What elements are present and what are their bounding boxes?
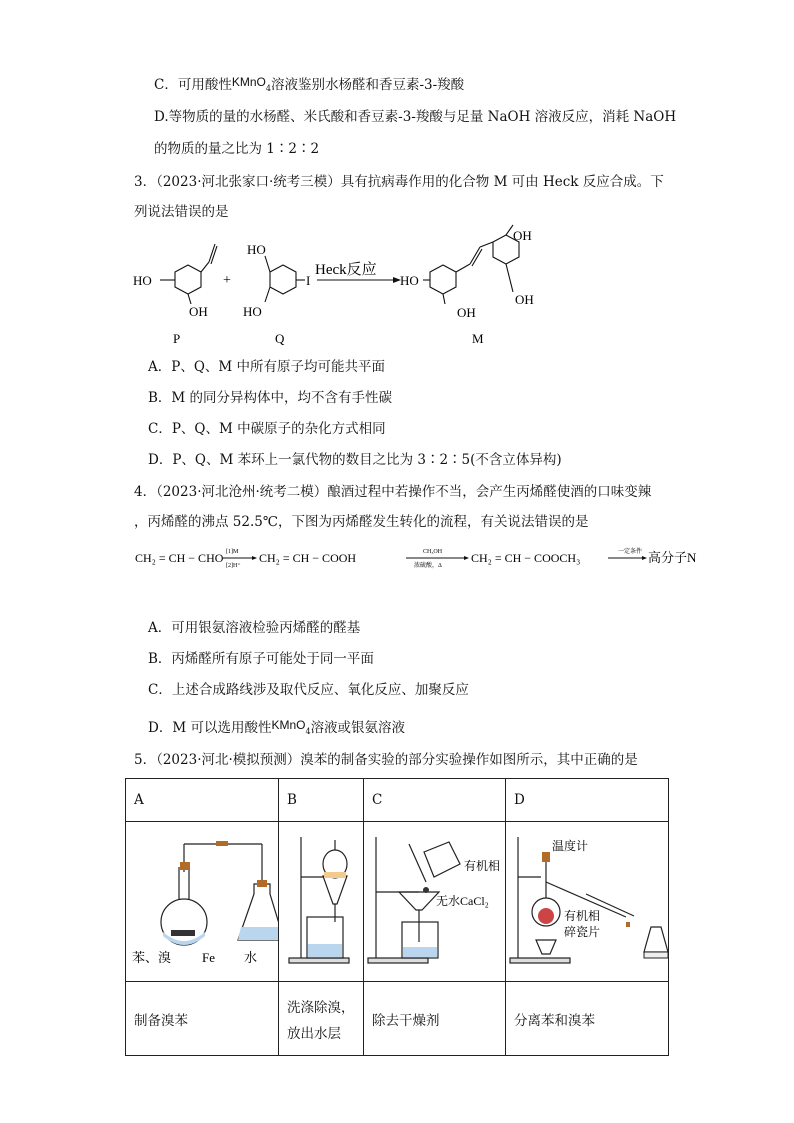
q3-stem-line1: 3．（2023·河北张家口·统考三模）具有抗病毒作用的化合物 M 可由 Heck 反应合成。下 [134, 174, 664, 190]
apparatus-b-cell [279, 822, 364, 982]
q4-option-c: C．上述合成路线涉及取代反应、氧化反应、加聚反应 [148, 682, 469, 698]
header-c: C [364, 779, 506, 822]
molecule-p [160, 244, 217, 304]
q-ho-top-label: HO [247, 242, 266, 257]
header-a: A [126, 779, 279, 822]
label-q: Q [275, 331, 285, 346]
caption-b-line1: 洗涤除溴， [287, 999, 355, 1016]
stopper-right [257, 880, 267, 887]
beaker-liquid-c [403, 947, 437, 957]
q3-option-b: B．M 的同分异构体中，均不含有手性碳 [148, 390, 393, 406]
header-d: D [506, 779, 669, 822]
caption-a: 制备溴苯 [126, 982, 279, 1056]
p-oh-label: OH [189, 304, 208, 319]
caption-c: 除去干燥剂 [364, 982, 506, 1056]
beaker-liquid-b [308, 944, 342, 957]
q4-option-d-text: D．M 可以选用酸性 [148, 720, 272, 736]
q3-option-c: C．P、Q、M 中碳原子的杂化方式相同 [148, 421, 386, 437]
plus-sign: + [223, 273, 231, 288]
p-ho-label: HO [133, 273, 152, 288]
kmno4-subscript: 4 [265, 84, 271, 93]
q3-option-a: A．P、Q、M 中所有原子均可能共平面 [148, 359, 386, 375]
q-ho-bottom-label: HO [243, 304, 262, 319]
label-cacl2: 无水CaCl₂ [436, 894, 489, 908]
q2-option-c-text: C．可用酸性 [154, 77, 232, 93]
apparatus-b-figure [279, 822, 363, 977]
apparatus-c-figure [364, 822, 505, 977]
q4-stem-line2: ，丙烯醛的沸点 52.5℃，下图为丙烯醛发生转化的流程，有关说法错误的是 [134, 514, 589, 530]
acrolein-flow-scheme [130, 540, 720, 576]
q3-stem-line2: 列说法错误的是 [134, 204, 229, 220]
thermometer-stopper [542, 852, 550, 862]
scheme-step2: CH₂ = CH − COOH [259, 551, 357, 565]
scheme-step3: CH₂ = CH − COOCH₃ [471, 551, 581, 565]
apparatus-d-cell [506, 822, 669, 982]
caption-b-line2: 放出水层 [287, 1025, 341, 1042]
label-m: M [472, 331, 484, 346]
q4-option-a: A．可用银氨溶液检验丙烯醛的醛基 [148, 620, 361, 636]
funnel-liquid [324, 872, 346, 878]
label-fe: Fe [202, 950, 215, 965]
label-benzene-bromine: 苯、溴 [132, 950, 172, 965]
apparatus-a-figure [126, 822, 278, 977]
label-organic-phase-c: 有机相 [464, 859, 501, 873]
q2-option-d-line1: D.等物质的量的水杨醛、米氏酸和香豆素-3-羧酸与足量 NaOH 溶液反应，消耗 NaOH [154, 109, 677, 125]
iron-filings [171, 930, 195, 936]
arrow3-top: 一定条件 [618, 549, 643, 555]
q4-option-d [148, 716, 405, 741]
q2-option-c [154, 73, 464, 98]
caption-d: 分离苯和溴苯 [506, 982, 669, 1056]
label-water: 水 [244, 950, 258, 965]
m-oh-top-label: OH [513, 228, 532, 243]
m-oh-bottom-label: OH [515, 292, 534, 307]
apparatus-a-cell [126, 822, 279, 982]
caption-b [279, 982, 364, 1056]
drying-agent [423, 887, 429, 893]
kmno4-formula-d: KMnO [271, 718, 306, 732]
scheme-step4: 高分子N [648, 550, 697, 565]
header-b: B [279, 779, 364, 822]
water-layer [238, 927, 278, 940]
receiver-stand [644, 952, 668, 958]
label-organic-phase-d: 有机相 [564, 909, 601, 923]
apparatus-d-figure [506, 822, 668, 977]
adapter-joint [626, 922, 630, 927]
label-porcelain-chips: 碎瓷片 [564, 925, 601, 939]
q4-option-d-tail: 溶液或银氨溶液 [310, 720, 406, 736]
label-p: P [173, 331, 181, 346]
q-iodine-label: I [306, 273, 311, 288]
q2-option-d-line2: 的物质的量之比为 1∶2∶2 [154, 141, 320, 157]
kmno4-formula: KMnO [231, 75, 266, 89]
label-thermometer: 温度计 [552, 839, 589, 853]
stopper-left [180, 862, 190, 870]
q5-stem: 5．（2023·河北·模拟预测）溴苯的制备实验的部分实验操作如图所示，其中正确的是 [134, 752, 638, 768]
tube-joint [216, 841, 228, 846]
m-ho-label: HO [400, 273, 419, 288]
q4-stem-line1: 4．（2023·河北沧州·统考二模）酿酒过程中若操作不当，会产生丙烯醛使酒的口味变辣 [134, 484, 652, 500]
kmno4-subscript-d: 4 [305, 727, 311, 736]
apparatus-c-cell [364, 822, 506, 982]
flask-contents-d [538, 908, 554, 924]
arrow2-top: CH₃OH [423, 549, 443, 555]
heck-reaction-scheme [125, 222, 725, 352]
arrow1-bottom: [2]H⁺ [226, 563, 241, 569]
heck-arrow-label: Heck反应 [315, 262, 377, 278]
arrow2-bottom: 浓硫酸，Δ [414, 563, 442, 569]
arrow1-top: [1]M [226, 549, 239, 555]
scheme-step1: CH₂ = CH − CHO [135, 551, 224, 565]
q2-option-c-tail: 溶液鉴别水杨醛和香豆素-3-羧酸 [270, 77, 465, 93]
m-oh-mid-label: OH [457, 305, 476, 320]
q4-option-b: B．丙烯醛所有原子可能处于同一平面 [148, 651, 374, 667]
apparatus-table [125, 778, 669, 1056]
molecule-m [423, 225, 519, 304]
molecule-q [265, 256, 305, 302]
q3-option-d: D．P、Q、M 苯环上一氯代物的数目之比为 3∶2∶5(不含立体异构) [148, 452, 562, 468]
